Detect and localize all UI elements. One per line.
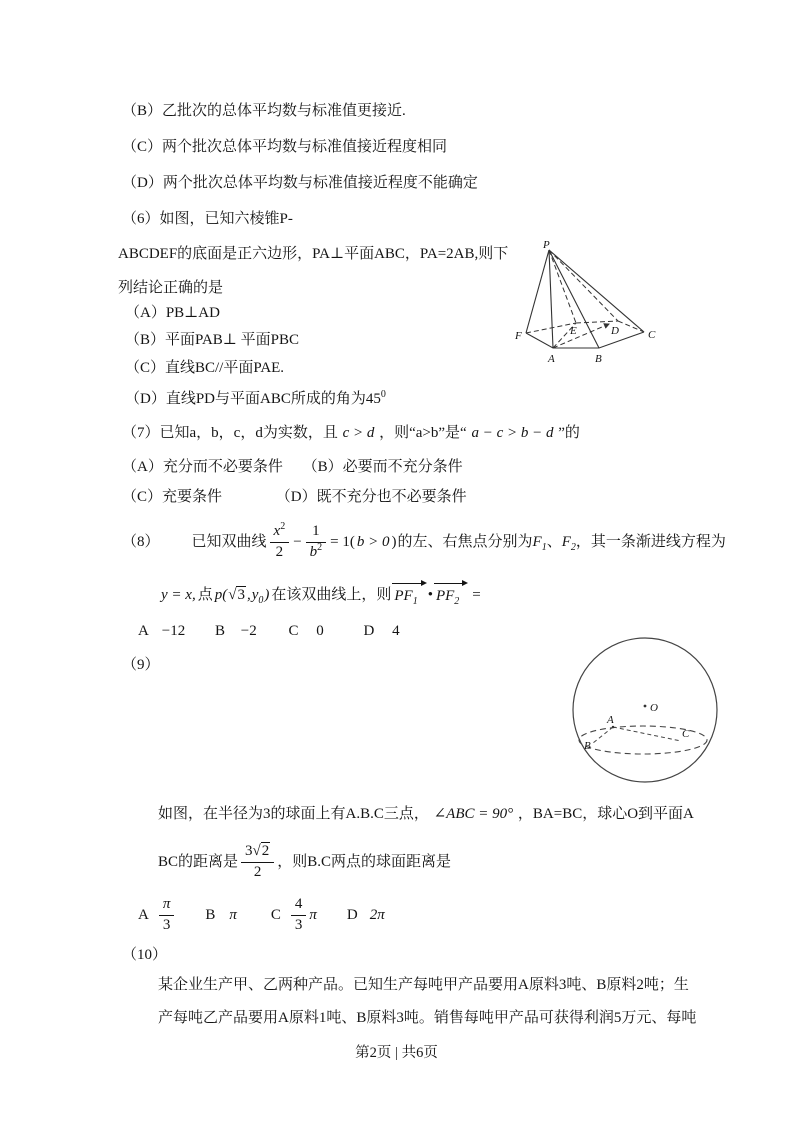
vertex-label-f: F [515,330,522,342]
question-10-body-1: 某企业生产甲、乙两种产品。已知生产每吨甲产品要用A原料3吨、B原料2吨；生 [158,977,689,993]
math-y-equals-x: y = x, [161,587,196,603]
math-inequality-1: c > d [342,425,375,441]
question-6-intro: （6）如图，已知六棱锥P- [122,211,293,227]
option-line-b: （B）乙批次的总体平均数与标准值更接近. [122,103,406,119]
math-angle-abc: ∠ABC = 90° [433,806,514,822]
math-fraction-x2-over-2: $\frac{x^2}{2}$ [270,523,290,561]
option-line-c: （C）两个批次总体平均数与标准值接近程度相同 [122,139,448,155]
math-fraction-pi-over-3: $\frac{\pi}{3}$ [159,896,175,934]
math-vector-pf2: $PF_2$ [434,583,468,607]
math-sqrt-3: √3 [228,587,245,603]
sphere-figure [561,626,731,799]
question-9-stem-line-2: BC的距离是 $\frac{3√2}{2}$ ，则B.C两点的球面距离是 [158,843,452,880]
math-f2: $F_2$ [561,534,576,553]
vertex-label-a: A [548,353,555,365]
vertex-label-e: E [570,325,577,337]
question-6-body-2: 列结论正确的是 [118,280,224,296]
label-c: C [682,728,690,740]
question-6-option-a: （A）PB⊥AD [125,305,220,321]
question-10-body-2: 产每吨乙产品要用A原料1吨、B原料3吨。销售每吨甲产品可获得利润5万元、每吨 [158,1010,697,1026]
math-condition-b-gt-0: b > 0 [356,534,390,550]
math-vector-pf1: $PF_1$ [392,583,426,607]
vertex-label-p: P [543,239,550,251]
sphere-outline [573,638,717,782]
question-8-stem-line-2: y = x, 点 p( √3 , $y_0$ ) 在该双曲线上，则 $PF_1$ • $PF_2$ = [160,578,482,612]
vertex-label-d: D [611,325,619,337]
page-footer: 第2页 | 共6页 [355,1045,438,1061]
question-6-body-1: ABCDEF的底面是正六边形，PA⊥平面ABC，PA=2AB,则下 [118,246,509,262]
pyramid-svg [496,236,686,368]
pyramid-dashed-edges [526,250,644,348]
question-7-options-row-1: （A）充分而不必要条件 （B）必要而不充分条件 [122,459,463,475]
sphere-labels [584,702,690,752]
option-line-d: （D）两个批次总体平均数与标准值接近程度不能确定 [122,175,478,191]
question-9-number: （9） [122,657,160,673]
question-6-option-c: （C）直线BC//平面PAE. [125,360,285,376]
vertex-label-c: C [648,329,656,341]
question-8-answers: A −12 B −2 C 0 D 4 [138,623,400,639]
question-6-option-b: （B）平面PAB⊥ 平面PBC [125,332,300,348]
pyramid-solid-edges [526,250,644,348]
center-point [644,705,647,708]
math-fraction-3sqrt2-over-2: $\frac{3√2}{2}$ [241,843,274,881]
math-fraction-1-over-b2: $\frac{1}{b^2}$ [306,523,327,561]
superscript-zero: 0 [380,389,386,400]
hexagonal-pyramid-figure [496,236,686,373]
vertex-label-b: B [595,353,602,365]
math-fraction-4-over-3: $\frac{4}{3}$ [291,896,307,934]
label-b: B [584,740,591,752]
math-y0: $y_0$ [251,587,264,606]
question-9-answers: A $\frac{\pi}{3}$ B π C $\frac{4}{3}$ π D 2π [138,896,385,933]
question-10-number: （10） [122,947,168,963]
sphere-chords [593,727,681,743]
question-8-stem-line-1: （8） 已知双曲线 $\frac{x^2}{2}$ − $\frac{1}{b^2}$ = 1( b > 0 ) 的左、右焦点分别为 $F_1$ 、 $F_2$ ，其一条渐进线方程为 [122,521,726,560]
label-a: A [607,714,614,726]
point-a-dot [612,726,614,728]
math-f1: $F_1$ [532,534,547,553]
question-7-stem: （7）已知a，b，c，d为实数，且 c > d ，则“a>b”是“ a − c > b − d ”的 [122,425,580,441]
question-7-options-row-2: （C）充要条件 （D）既不充分也不必要条件 [122,489,467,505]
label-o: O [650,702,658,714]
math-point-p: p( [214,587,228,603]
math-inequality-2: a − c > b − d [471,425,554,441]
question-6-option-d: （D）直线PD与平面ABC所成的角为$45^0$ [125,389,386,407]
question-9-stem-line-1: 如图，在半径为3的球面上有A.B.C三点， ∠ABC = 90° ，BA=BC，球心O到平面A [158,806,694,822]
sphere-svg [561,626,731,794]
pyramid-vertex-labels [514,239,656,365]
